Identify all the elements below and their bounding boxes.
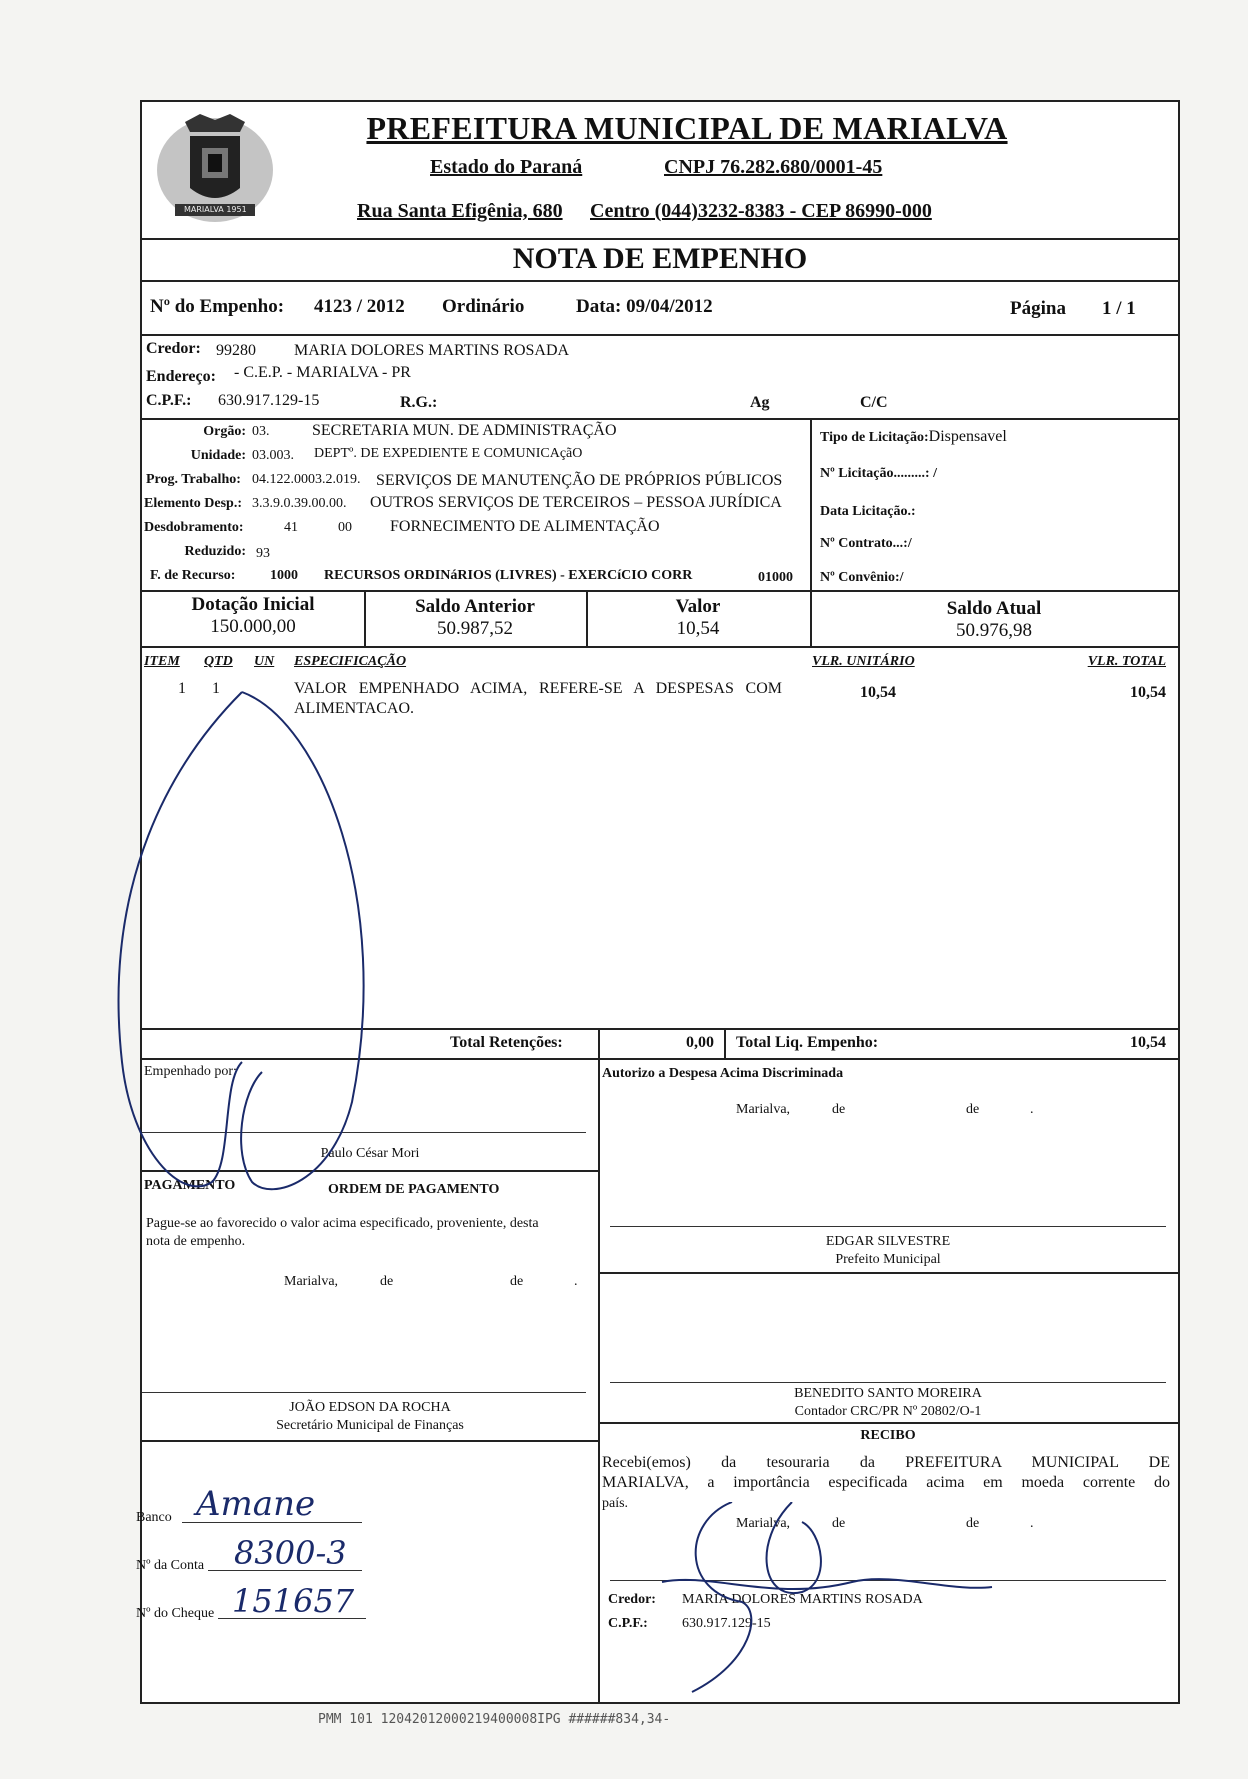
pagamento-label: PAGAMENTO (144, 1178, 236, 1193)
prefeito-cargo: Prefeito Municipal (835, 1252, 941, 1267)
item-vlr-total: 10,54 (1130, 684, 1166, 701)
pagamento-local: Marialva, (284, 1274, 339, 1289)
banco-handwritten: Amane (196, 1484, 316, 1524)
licitacao-tipo (820, 428, 1007, 446)
secretario-cargo: Secretário Municipal de Finanças (276, 1418, 464, 1433)
col-especificacao: ESPECIFICAÇÃO (294, 654, 407, 669)
total-liq-label: Total Liq. Empenho: (736, 1034, 879, 1051)
prog-cod: 04.122.0003.2.019. (252, 472, 361, 487)
credor-codigo: 99280 (216, 342, 256, 359)
total-retencoes-label: Total Retenções: (450, 1034, 563, 1051)
elemento-nome: OUTROS SERVIÇOS DE TERCEIROS – PESSOA JURÍDICA (370, 494, 782, 511)
empenhado-nome: Paulo César Mori (320, 1146, 420, 1161)
reduzido-valor: 93 (256, 546, 270, 561)
empenho-numero-label: Nº do Empenho: (150, 296, 285, 317)
licitacao-data: Data Licitação.: (820, 504, 916, 519)
saldo-anterior-valor: 50.987,52 (437, 618, 513, 639)
header-estado: Estado do Paraná (430, 156, 583, 178)
header-endereco-contato: Centro (044)3232-8383 - CEP 86990-000 (590, 200, 932, 222)
banco-label: Banco (136, 1510, 172, 1525)
autorizo-de2: de (966, 1102, 980, 1117)
saldo-anterior-label: Saldo Anterior (415, 596, 535, 617)
prefeito-nome: EDGAR SILVESTRE (825, 1234, 951, 1249)
contador-nome: BENEDITO SANTO MOREIRA (794, 1386, 982, 1401)
prog-nome: SERVIÇOS DE MANUTENÇÃO DE PRÓPRIOS PÚBLICOS (376, 472, 783, 489)
valor-label: Valor (675, 596, 721, 617)
item-vlr-unitario: 10,54 (860, 684, 896, 701)
rg-label: R.G.: (400, 394, 438, 411)
unidade-label: Unidade: (190, 448, 246, 463)
secretario-nome: JOÃO EDSON DA ROCHA (289, 1400, 451, 1415)
elemento-label: Elemento Desp.: (144, 496, 242, 511)
autorizo-local: Marialva, (736, 1102, 791, 1117)
orgao-label: Orgão: (203, 424, 246, 439)
recibo-de1: de (832, 1516, 846, 1531)
recurso-nome: RECURSOS ORDINáRIOS (LIVRES) - EXERCíCIO CORR (324, 568, 693, 583)
cc-label: C/C (860, 394, 888, 411)
recibo-titulo: RECIBO (860, 1428, 916, 1443)
desdob-cod1: 41 (284, 520, 298, 535)
endereco-valor: - C.E.P. - MARIALVA - PR (234, 364, 411, 381)
autorizo-label: Autorizo a Despesa Acima Discriminada (602, 1066, 844, 1081)
empenho-data: Data: 09/04/2012 (576, 296, 713, 317)
item-descricao-2: ALIMENTACAO. (294, 700, 415, 717)
document-page (136, 100, 1180, 1704)
pagamento-de2: de (510, 1274, 524, 1289)
footer-code: PMM 101 12042012000219400008IPG ######834,34- (318, 1712, 671, 1727)
credor-nome: MARIA DOLORES MARTINS ROSADA (294, 342, 570, 359)
recibo-cpf-valor: 630.917.129-15 (682, 1616, 771, 1631)
empenho-numero: 4123 / 2012 (314, 296, 405, 317)
ag-label: Ag (750, 394, 770, 411)
endereco-label: Endereço: (146, 368, 216, 385)
header-endereco-rua: Rua Santa Efigênia, 680 (357, 200, 563, 222)
orgao-nome: SECRETARIA MUN. DE ADMINISTRAÇÃO (312, 422, 617, 439)
signature-empenhado (92, 682, 432, 1242)
col-qtd: QTD (204, 654, 233, 669)
autorizo-ponto: . (1030, 1102, 1034, 1117)
dotacao-inicial-label: Dotação Inicial (191, 594, 315, 615)
recurso-cod2: 01000 (758, 570, 793, 585)
licitacao-tipo-label: Tipo de Licitação: (820, 430, 929, 445)
col-item: ITEM (144, 654, 180, 669)
col-vlr-total: VLR. TOTAL (1087, 654, 1166, 669)
cheque-label: Nº do Cheque (136, 1606, 215, 1621)
empenhado-por-label: Empenhado por: (144, 1064, 237, 1079)
desdob-nome: FORNECIMENTO DE ALIMENTAÇÃO (390, 518, 660, 535)
prog-label: Prog. Trabalho: (146, 472, 241, 487)
header-cnpj: CNPJ 76.282.680/0001-45 (664, 156, 883, 178)
recurso-label: F. de Recurso: (150, 568, 236, 583)
cheque-handwritten: 151657 (232, 1582, 355, 1620)
pagamento-texto-2: nota de empenho. (146, 1234, 246, 1249)
ordem-pagamento-label: ORDEM DE PAGAMENTO (328, 1182, 500, 1197)
recibo-credor-label: Credor: (608, 1592, 656, 1607)
saldo-atual-valor: 50.976,98 (956, 620, 1032, 641)
municipal-crest-logo (150, 108, 280, 238)
desdob-label: Desdobramento: (144, 520, 244, 535)
orgao-cod: 03. (252, 424, 270, 439)
signature-recibo (652, 1502, 1012, 1702)
contador-cargo: Contador CRC/PR Nº 20802/O-1 (794, 1404, 982, 1419)
crest-banner-text: MARIALVA 1951 (184, 205, 247, 214)
col-vlr-unitario: VLR. UNITÁRIO (812, 654, 915, 669)
recibo-de2: de (966, 1516, 980, 1531)
licitacao-numero: Nº Licitação.........: / (820, 466, 937, 481)
unidade-cod: 03.003. (252, 448, 294, 463)
item-descricao-1: VALOR EMPENHADO ACIMA, REFERE-SE A DESPESAS COM (294, 680, 782, 697)
dotacao-inicial-valor: 150.000,00 (210, 616, 296, 637)
item-numero: 1 (178, 680, 186, 697)
item-qtd: 1 (212, 680, 220, 697)
header-title: PREFEITURA MUNICIPAL DE MARIALVA (366, 110, 1008, 146)
valor-valor: 10,54 (676, 618, 720, 639)
recibo-linha-2: MARIALVA, a importância especificada acima em moeda corrente do (602, 1474, 1170, 1491)
pagamento-ponto: . (574, 1274, 578, 1289)
recibo-credor-nome: MARIA DOLORES MARTINS ROSADA (682, 1592, 923, 1607)
licitacao-tipo-valor: Dispensavel (928, 428, 1007, 445)
unidade-nome: DEPTº. DE EXPEDIENTE E COMUNICAçãO (314, 446, 583, 461)
total-retencoes-valor: 0,00 (686, 1034, 714, 1051)
recibo-cpf-label: C.P.F.: (608, 1616, 648, 1631)
pagamento-de1: de (380, 1274, 394, 1289)
total-liq-valor: 10,54 (1130, 1034, 1166, 1051)
col-un: UN (254, 654, 275, 669)
pagamento-texto-1: Pague-se ao favorecido o valor acima especificado, proveniente, desta (146, 1216, 539, 1231)
recurso-cod: 1000 (270, 568, 298, 583)
cpf-label: C.P.F.: (146, 392, 192, 409)
elemento-cod: 3.3.9.0.39.00.00. (252, 496, 347, 511)
desdob-cod2: 00 (338, 520, 352, 535)
recibo-ponto: . (1030, 1516, 1034, 1531)
empenho-pagina: 1 / 1 (1102, 298, 1136, 319)
licitacao-convenio: Nº Convênio:/ (820, 570, 904, 585)
recibo-linha-1: Recebi(emos) da tesouraria da PREFEITURA MUNICIPAL DE (602, 1454, 1170, 1471)
autorizo-de1: de (832, 1102, 846, 1117)
credor-label: Credor: (146, 340, 201, 357)
saldo-atual-label: Saldo Atual (946, 598, 1042, 619)
empenho-tipo: Ordinário (442, 296, 525, 317)
cpf-valor: 630.917.129-15 (218, 392, 320, 409)
recibo-local: Marialva, (736, 1516, 791, 1531)
recibo-linha-3: país. (602, 1496, 629, 1511)
conta-handwritten: 8300-3 (234, 1534, 347, 1572)
empenho-pagina-label: Página (1010, 298, 1066, 319)
conta-label: Nº da Conta (136, 1558, 205, 1573)
doc-title: NOTA DE EMPENHO (512, 242, 808, 275)
reduzido-label: Reduzido: (184, 544, 246, 559)
licitacao-contrato: Nº Contrato...:/ (820, 536, 912, 551)
